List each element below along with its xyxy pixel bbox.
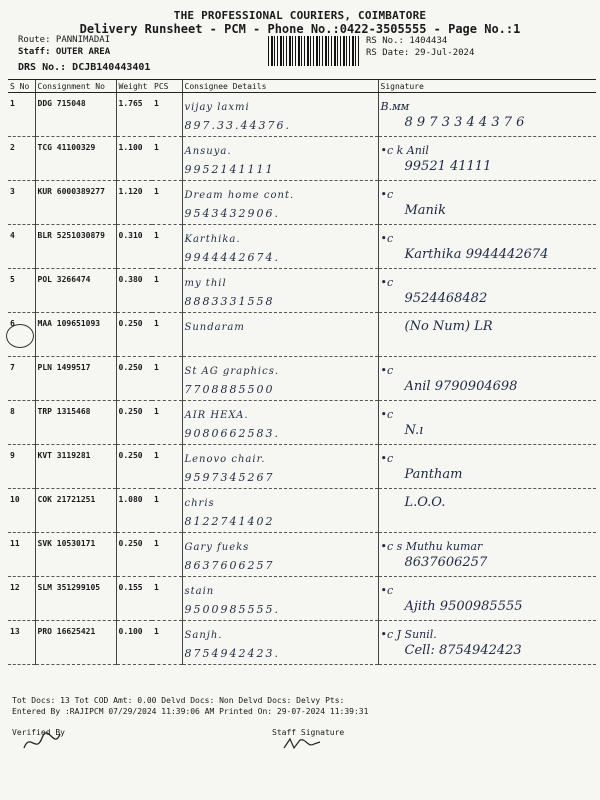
drs-number: DRS No.: DCJB140443401 [18, 62, 151, 73]
cell-sno: 6 [8, 313, 35, 357]
consignee-phone: 7708885500 [184, 383, 275, 396]
consignee-name: AIR HEXA. [184, 410, 249, 421]
cell-signature [378, 225, 596, 269]
cell-weight: 1.100 [116, 137, 152, 181]
cell-weight: 1.120 [116, 181, 152, 225]
cell-signature [378, 93, 596, 137]
cell-weight: 0.310 [116, 225, 152, 269]
consignee-phone: 9500985555. [184, 603, 280, 616]
cell-weight: 1.080 [116, 489, 152, 533]
table-row [8, 357, 596, 401]
company-title: THE PROFESSIONAL COURIERS, COIMBATORE [173, 9, 427, 22]
cell-signature [378, 181, 596, 225]
consignee-name: stain [184, 586, 215, 597]
consignee-phone: 9952141111 [184, 163, 275, 176]
consignee-phone: 8122741402 [184, 515, 275, 528]
cell-weight: 0.250 [116, 445, 152, 489]
table-row [8, 269, 596, 313]
table-row [8, 225, 596, 269]
signature-text: N.ı [404, 423, 424, 438]
cell-sno: 8 [8, 401, 35, 445]
header-signature: Signature [378, 80, 596, 93]
signature-mark: •c [380, 584, 394, 597]
cell-weight: 0.380 [116, 269, 152, 313]
header-consignee: Consignee Details [182, 80, 378, 93]
signature-mark: •c [380, 232, 394, 245]
consignee-phone: 9543432906. [184, 207, 280, 220]
cell-sno: 11 [8, 533, 35, 577]
signature-text: Pantham [404, 467, 463, 482]
cell-pcs: 1 [152, 181, 182, 225]
verified-by-label: Verified By [12, 728, 65, 737]
cell-consignment: TCG 41100329 [35, 137, 116, 181]
consignee-phone: 897.33.44376. [184, 119, 291, 132]
consignee-name: Ansuya. [184, 146, 232, 157]
table-row [8, 445, 596, 489]
table-row [8, 577, 596, 621]
consignee-name: St AG graphics. [184, 366, 280, 377]
consignee-phone: 9944442674. [184, 251, 280, 264]
consignee-name: Lenovo chair. [184, 454, 266, 465]
rs-date: RS Date: 29-Jul-2024 [366, 48, 475, 58]
consignee-phone: 8637606257 [184, 559, 275, 572]
signature-text: (No Num) LR [404, 319, 493, 334]
signature-mark: •c [380, 188, 394, 201]
header-sno: S No [8, 80, 35, 93]
cell-consignee-details [182, 357, 378, 401]
cell-pcs: 1 [152, 137, 182, 181]
signature-text: 8 9 7 3 3 4 4 3 7 6 [404, 115, 525, 130]
signature-text: Anil 9790904698 [404, 379, 518, 394]
runsheet-title: Delivery Runsheet - PCM - Phone No.:0422-3505555 - Page No.:1 [79, 22, 521, 36]
staff-signature-label: Staff Signature [272, 728, 345, 737]
cell-consignee-details [182, 137, 378, 181]
cell-consignee-details [182, 533, 378, 577]
consignee-phone: 9080662583. [184, 427, 280, 440]
cell-consignee-details [182, 445, 378, 489]
cell-pcs: 1 [152, 621, 182, 665]
cell-consignment: POL 3266474 [35, 269, 116, 313]
cell-weight: 0.100 [116, 621, 152, 665]
consignee-name: my thil [184, 278, 227, 289]
table-row [8, 137, 596, 181]
staff-signature-scribble [282, 736, 322, 752]
rs-number: RS No.: 1404434 [366, 36, 448, 46]
cell-consignee-details [182, 269, 378, 313]
cell-consignee-details [182, 93, 378, 137]
consignee-phone: 8883331558 [184, 295, 275, 308]
signature-text: 8637606257 [404, 555, 488, 570]
cell-consignee-details [182, 225, 378, 269]
cell-pcs: 1 [152, 357, 182, 401]
cell-sno: 2 [8, 137, 35, 181]
cell-pcs: 1 [152, 93, 182, 137]
signature-text: L.O.O. [404, 495, 446, 510]
cell-consignment: DDG 715048 [35, 93, 116, 137]
consignee-name: Karthika. [184, 234, 241, 245]
cell-pcs: 1 [152, 533, 182, 577]
consignee-phone: 9597345267 [184, 471, 275, 484]
signature-text: 99521 41111 [404, 159, 492, 174]
cell-weight: 0.250 [116, 401, 152, 445]
cell-consignee-details [182, 401, 378, 445]
consignee-name: Gary fueks [184, 542, 250, 553]
verified-signature-scribble [22, 728, 62, 756]
cell-consignment: SVK 10530171 [35, 533, 116, 577]
table-row [8, 401, 596, 445]
cell-pcs: 1 [152, 489, 182, 533]
cell-consignment: TRP 1315468 [35, 401, 116, 445]
cell-signature [378, 357, 596, 401]
cell-sno: 1 [8, 93, 35, 137]
table-row [8, 181, 596, 225]
cell-weight: 0.250 [116, 357, 152, 401]
table-row [8, 621, 596, 665]
signature-text: Manik [404, 203, 446, 218]
consignee-name: Sanjh. [184, 630, 223, 641]
cell-signature [378, 137, 596, 181]
cell-signature [378, 577, 596, 621]
cell-consignee-details [182, 577, 378, 621]
signature-mark: B.ᴍᴍ [380, 100, 410, 113]
cell-consignment: PRO 16625421 [35, 621, 116, 665]
cell-signature [378, 313, 596, 357]
header-pcs: PCS [152, 80, 182, 93]
signature-mark: •c [380, 276, 394, 289]
header-weight: Weight [116, 80, 152, 93]
cell-sno: 10 [8, 489, 35, 533]
cell-weight: 0.155 [116, 577, 152, 621]
cell-consignee-details [182, 621, 378, 665]
cell-signature [378, 401, 596, 445]
cell-consignment: MAA 109651093 [35, 313, 116, 357]
table-body [8, 93, 596, 665]
consignee-name: chris [184, 498, 215, 509]
cell-consignment: COK 21721251 [35, 489, 116, 533]
footer-entered: Entered By :RAJIPCM 07/29/2024 11:39:06 AM Printed On: 29-07-2024 11:39:31 [12, 707, 369, 716]
table-row [8, 313, 596, 357]
cell-sno: 7 [8, 357, 35, 401]
cell-signature [378, 533, 596, 577]
cell-consignment: BLR 5251030879 [35, 225, 116, 269]
table-row [8, 489, 596, 533]
cell-sno: 9 [8, 445, 35, 489]
route-label: Route: PANNIMADAI [18, 35, 111, 45]
cell-pcs: 1 [152, 577, 182, 621]
staff-label: Staff: OUTER AREA [18, 47, 111, 57]
signature-text: Cell: 8754942423 [404, 643, 522, 658]
cell-consignment: KVT 3119281 [35, 445, 116, 489]
consignee-name: vijay laxmi [184, 102, 250, 113]
table-row [8, 533, 596, 577]
cell-consignment: KUR 6000389277 [35, 181, 116, 225]
cell-sno: 3 [8, 181, 35, 225]
barcode [268, 36, 360, 66]
cell-pcs: 1 [152, 269, 182, 313]
cell-pcs: 1 [152, 445, 182, 489]
signature-mark: •c [380, 364, 394, 377]
cell-weight: 1.765 [116, 93, 152, 137]
cell-sno: 5 [8, 269, 35, 313]
signature-mark: •c s Muthu kumar [380, 540, 483, 553]
signature-text: Ajith 9500985555 [404, 599, 523, 614]
consignee-name: Dream home cont. [184, 190, 295, 201]
cell-sno: 13 [8, 621, 35, 665]
header-consignment: Consignment No [35, 80, 116, 93]
consignee-name: Sundaram [184, 322, 245, 333]
cell-sno: 4 [8, 225, 35, 269]
consignee-phone: 8754942423. [184, 647, 280, 660]
cell-consignee-details [182, 489, 378, 533]
runsheet-table [8, 79, 596, 665]
cell-pcs: 1 [152, 225, 182, 269]
cell-consignee-details [182, 313, 378, 357]
signature-mark: •c J Sunil. [380, 628, 437, 641]
cell-consignment: PLN 1499517 [35, 357, 116, 401]
cell-consignee-details [182, 181, 378, 225]
signature-mark: •c [380, 408, 394, 421]
signature-mark: •c [380, 452, 394, 465]
signature-text: Karthika 9944442674 [404, 247, 549, 262]
cell-signature [378, 489, 596, 533]
cell-weight: 0.250 [116, 533, 152, 577]
cell-signature [378, 269, 596, 313]
cell-signature [378, 445, 596, 489]
cell-pcs: 1 [152, 313, 182, 357]
signature-text: 9524468482 [404, 291, 488, 306]
footer-totals: Tot Docs: 13 Tot COD Amt: 0.00 Delvd Docs: Non Delvd Docs: Delvy Pts: [12, 696, 345, 705]
cell-sno: 12 [8, 577, 35, 621]
cell-signature [378, 621, 596, 665]
table-row [8, 93, 596, 137]
cell-weight: 0.250 [116, 313, 152, 357]
signature-mark: •c k Anil [380, 144, 429, 157]
cell-consignment: SLM 351299105 [35, 577, 116, 621]
table-header-row [8, 80, 596, 93]
cell-pcs: 1 [152, 401, 182, 445]
